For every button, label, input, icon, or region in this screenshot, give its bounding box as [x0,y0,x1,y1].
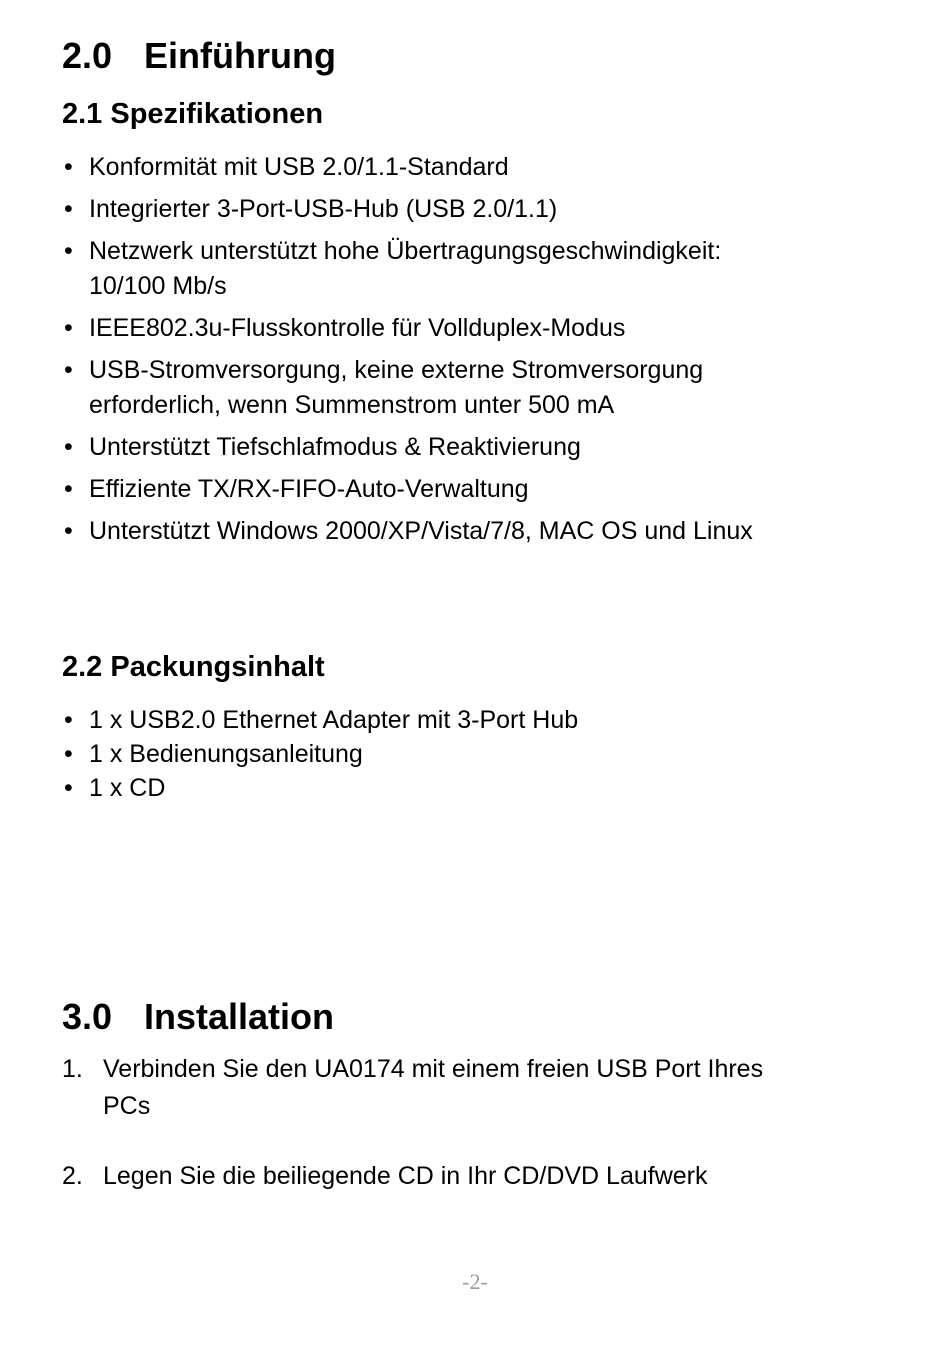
subsection-heading-specs: 2.1 Spezifikationen [62,98,324,130]
list-item-text: Konformität mit USB 2.0/1.1-Standard [89,153,509,181]
step-number: 2. [62,1162,83,1190]
step-text-line2: PCs [103,1092,151,1120]
package-list [62,703,902,805]
section-heading-intro [62,36,336,76]
bullet-icon: • [64,706,73,734]
bullet-icon: • [64,356,73,384]
page-number: -2- [462,1269,488,1294]
list-item-text: 1 x CD [89,774,166,802]
bullet-icon: • [64,740,73,768]
list-item [62,703,902,738]
list-item-text-line1: Netzwerk unterstützt hohe Übertragungsgeschwindigkeit: [89,237,722,265]
list-item [62,150,902,185]
list-item-text: IEEE802.3u-Flusskontrolle für Vollduplex-Modus [89,314,626,342]
list-item-text-line1: USB-Stromversorgung, keine externe Stromversorgung [89,356,704,384]
list-item [62,311,902,346]
list-item-text-line2: erforderlich, wenn Summenstrom unter 500 mA [89,391,615,419]
spec-list [62,150,902,556]
bullet-icon: • [64,314,73,342]
list-item [62,353,902,423]
section-number: 3.0 [62,996,113,1037]
list-item [62,737,902,772]
bullet-icon: • [64,433,73,461]
list-item [62,234,902,304]
list-item [62,192,902,227]
list-item-text: 1 x Bedienungsanleitung [89,740,363,768]
list-item [62,514,902,549]
list-item-text: Unterstützt Windows 2000/XP/Vista/7/8, MAC OS und Linux [89,517,753,545]
list-item-text: Integrierter 3-Port-USB-Hub (USB 2.0/1.1) [89,195,558,223]
install-steps [62,1051,902,1195]
list-item [62,430,902,465]
section-number: 2.0 [62,35,113,76]
section-heading-install [62,997,334,1037]
bullet-icon: • [64,237,73,265]
step-text: Legen Sie die beiliegende CD in Ihr CD/DVD Laufwerk [103,1162,708,1190]
bullet-icon: • [64,517,73,545]
step-item [62,1158,902,1195]
step-text-line1: Verbinden Sie den UA0174 mit einem freien USB Port Ihres [103,1055,764,1083]
section-title: Einführung [144,35,336,76]
subsection-heading-package: 2.2 Packungsinhalt [62,651,325,683]
list-item-text: Unterstützt Tiefschlafmodus & Reaktivierung [89,433,581,461]
bullet-icon: • [64,153,73,181]
step-number: 1. [62,1055,83,1083]
list-item-text-line2: 10/100 Mb/s [89,272,227,300]
bullet-icon: • [64,195,73,223]
list-item [62,472,902,507]
section-title: Installation [144,996,335,1037]
bullet-icon: • [64,774,73,802]
list-item-text: Effiziente TX/RX-FIFO-Auto-Verwaltung [89,475,529,503]
bullet-icon: • [64,475,73,503]
step-item [62,1051,902,1125]
list-item [62,771,902,806]
list-item-text: 1 x USB2.0 Ethernet Adapter mit 3-Port Hub [89,706,579,734]
